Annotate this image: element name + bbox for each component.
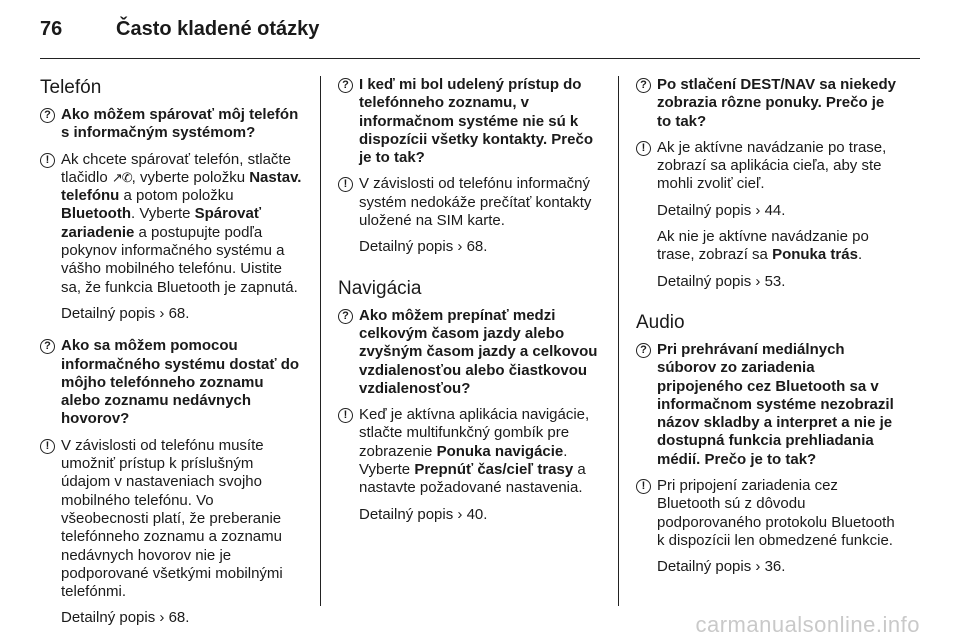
answer-text bbox=[657, 139, 901, 297]
arrow-icon: › bbox=[755, 201, 761, 219]
section-title-telefon: Telefón bbox=[40, 77, 102, 98]
answer-paragraph: Pri pripojení zariadenia cez Bluetooth sú z dôvodu podporovaného protokolu Bluetooth k dispozícii len obmedzené funkcie. bbox=[657, 477, 895, 549]
answer-fragment: a potom položku bbox=[119, 187, 234, 205]
reference-label: Detailný popis bbox=[61, 609, 156, 627]
watermark: carmanualsonline.info bbox=[695, 612, 920, 637]
reference-label: Detailný popis bbox=[657, 201, 752, 219]
menu-term: Spárovať zariadenie bbox=[61, 205, 262, 241]
arrow-icon: › bbox=[755, 272, 761, 290]
question-icon: ? bbox=[636, 78, 651, 93]
question-icon: ? bbox=[636, 343, 651, 358]
question-item bbox=[338, 307, 603, 398]
menu-term: Nastav. telefónu bbox=[61, 168, 302, 205]
page-number: 76 bbox=[40, 18, 63, 40]
column-divider-1 bbox=[320, 76, 321, 606]
reference-label: Detailný popis bbox=[657, 272, 752, 290]
reference-page[interactable]: 68. bbox=[168, 609, 190, 627]
arrow-icon: › bbox=[755, 558, 761, 576]
column-2 bbox=[338, 76, 603, 538]
section-telefon-continued bbox=[338, 76, 603, 263]
answer-fragment: a postupujte podľa pokynov informačného systému a vášho mobilného telefónu. Uistite sa, že funkcia Bluetooth je zapnutá. bbox=[61, 223, 298, 296]
page-title: Často kladené otázky bbox=[116, 18, 320, 40]
answer-text bbox=[61, 151, 305, 330]
answer-icon: ! bbox=[338, 177, 353, 192]
question-item bbox=[636, 341, 901, 469]
reference-label: Detailný popis bbox=[61, 304, 156, 322]
column-divider-2 bbox=[618, 76, 619, 606]
arrow-icon: › bbox=[159, 609, 165, 627]
question-icon: ? bbox=[40, 339, 55, 354]
answer-paragraph: V závislosti od telefónu musíte umožniť prístup k príslušným údajom v nastaveniach svojho mobilného telefónu. Vo všeobecnosti platí, že preberanie telefónneho zoznamu a zoznamu nedávnych hovorov nie je podporované všetkými mobilnými telefónmi. bbox=[61, 436, 283, 601]
answer-text bbox=[657, 477, 901, 582]
answer-item bbox=[636, 477, 901, 582]
question-text: I keď mi bol udelený prístup do telefónneho zoznamu, v informačnom systéme nie sú k dispozícii všetky kontakty. Prečo je to tak? bbox=[359, 76, 593, 167]
answer-icon: ! bbox=[338, 408, 353, 423]
reference-line bbox=[657, 558, 901, 576]
section-navigacia bbox=[338, 277, 603, 530]
reference-page[interactable]: 53. bbox=[764, 272, 786, 290]
reference-page[interactable]: 44. bbox=[764, 201, 786, 219]
question-item bbox=[40, 106, 305, 143]
answer-fragment: . Vyberte bbox=[359, 442, 568, 479]
reference-page[interactable]: 40. bbox=[466, 505, 488, 523]
menu-term: Bluetooth bbox=[61, 205, 131, 223]
answer-paragraph: V závislosti od telefónu informačný systém nedokáže prečítať kontakty uložené na SIM karte. bbox=[359, 175, 592, 230]
question-item bbox=[636, 76, 901, 131]
reference-label: Detailný popis bbox=[359, 238, 454, 256]
answer-text bbox=[359, 406, 603, 530]
answer-fragment: . Vyberte bbox=[130, 205, 195, 223]
arrow-icon: › bbox=[159, 304, 165, 322]
question-text: Ako môžem prepínať medzi celkovým časom jazdy alebo zvyšným časom jazdy a celkovou vzdialenosťou alebo čiastkovou vzdialenosťou? bbox=[359, 306, 598, 397]
answer-paragraph: Ak je aktívne navádzanie po trase, zobrazí sa aplikácia cieľa, aby ste mohli zvoliť cieľ. bbox=[657, 138, 887, 193]
answer-text bbox=[359, 175, 603, 262]
question-icon: ? bbox=[40, 108, 55, 123]
arrow-icon: › bbox=[457, 505, 463, 523]
reference-page[interactable]: 68. bbox=[466, 238, 488, 256]
menu-term: Ponuka navigácie bbox=[436, 442, 564, 460]
reference-line bbox=[61, 609, 305, 627]
reference-label: Detailný popis bbox=[359, 505, 454, 523]
reference-page[interactable]: 36. bbox=[764, 558, 786, 576]
reference-line bbox=[61, 305, 305, 323]
answer-item bbox=[338, 406, 603, 530]
answer-fragment: Ak chcete spárovať telefón, stlačte tlačidlo bbox=[61, 150, 291, 186]
menu-term: Prepnúť čas/cieľ trasy bbox=[414, 461, 574, 479]
answer-text bbox=[61, 437, 305, 634]
question-text: Po stlačení DEST/NAV sa niekedy zobrazia rôzne ponuky. Prečo je to tak? bbox=[657, 76, 896, 130]
section-audio bbox=[636, 311, 901, 583]
column-3 bbox=[636, 76, 901, 591]
answer-fragment: , vyberte položku bbox=[131, 168, 250, 186]
question-text: Ako môžem spárovať môj telefón s informačným systémom? bbox=[61, 106, 299, 142]
section-title-audio: Audio bbox=[636, 311, 685, 333]
question-text: Pri prehrávaní mediálnych súborov zo zariadenia pripojeného cez Bluetooth sa v informačnom systéme nezobrazil názov skladby a interpret a nie je dostupná funkcia prehliadania médií. Prečo je to tak? bbox=[657, 340, 894, 468]
answer-icon: ! bbox=[636, 479, 651, 494]
column-1 bbox=[40, 76, 305, 642]
section-navigacia-continued bbox=[636, 76, 901, 297]
answer-fragment: Keď je aktívna aplikácia navigácie, stlačte multifunkčný gombík pre zobrazenie bbox=[359, 406, 590, 460]
question-text: Ako sa môžem pomocou informačného systému dostať do môjho telefónneho zoznamu alebo zoznamu nedávnych hovorov? bbox=[61, 337, 300, 428]
answer-item bbox=[636, 139, 901, 297]
question-item bbox=[338, 76, 603, 167]
question-item bbox=[40, 337, 305, 428]
question-icon: ? bbox=[338, 78, 353, 93]
answer-item bbox=[40, 437, 305, 634]
answer-item bbox=[338, 175, 603, 262]
phone-button-icon: ↗✆ bbox=[111, 169, 132, 185]
reference-line bbox=[359, 238, 603, 256]
page-header bbox=[40, 18, 319, 48]
reference-line bbox=[359, 506, 603, 524]
reference-line bbox=[657, 202, 901, 220]
header-divider bbox=[40, 58, 920, 59]
answer-fragment: . bbox=[857, 246, 863, 264]
menu-term: Ponuka trás bbox=[772, 246, 858, 264]
arrow-icon: › bbox=[457, 238, 463, 256]
section-telefon bbox=[40, 76, 305, 634]
reference-page[interactable]: 68. bbox=[168, 304, 190, 322]
reference-label: Detailný popis bbox=[657, 558, 752, 576]
question-icon: ? bbox=[338, 309, 353, 324]
answer-icon: ! bbox=[636, 141, 651, 156]
answer-fragment: a nastavte požadované nastavenia. bbox=[359, 461, 586, 497]
answer-item bbox=[40, 151, 305, 330]
answer-icon: ! bbox=[40, 439, 55, 454]
answer-fragment: Ak nie je aktívne navádzanie po trase, zobrazí sa bbox=[657, 228, 869, 264]
section-title-navigacia: Navigácia bbox=[338, 277, 422, 299]
answer-icon: ! bbox=[40, 153, 55, 168]
reference-line bbox=[657, 273, 901, 291]
